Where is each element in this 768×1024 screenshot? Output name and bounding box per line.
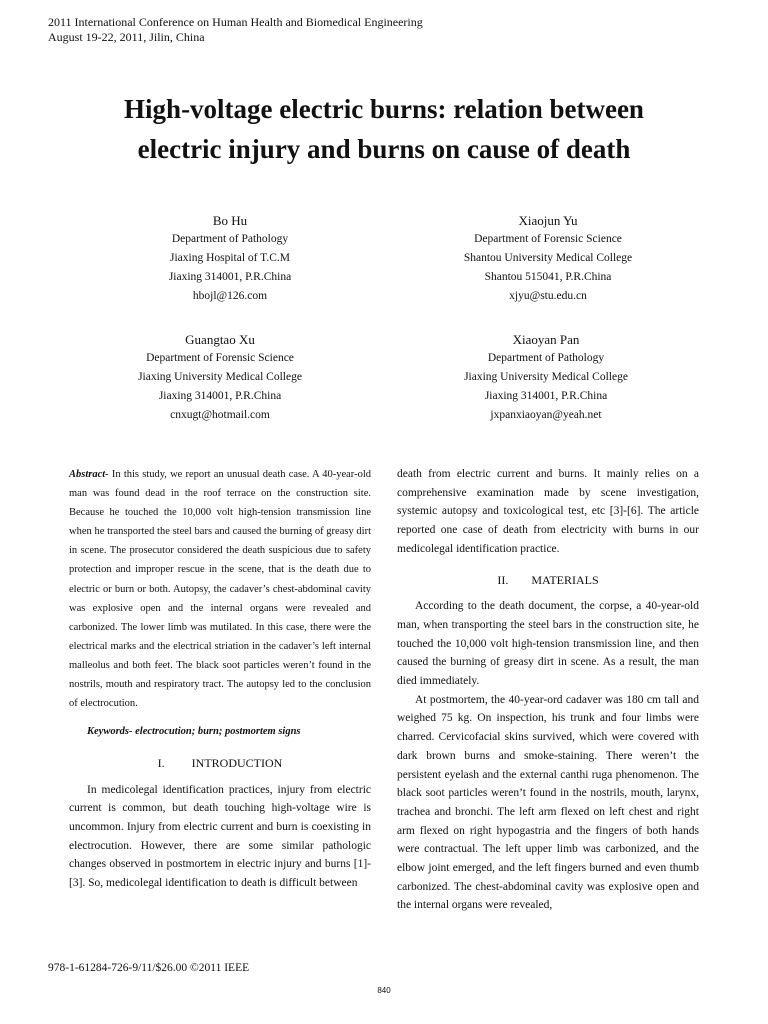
author-address: Jiaxing 314001, P.R.China xyxy=(484,390,608,402)
materials-paragraph-2: At postmortem, the 40-year-ord cadaver was 180 cm tall and weighed 75 kg. On inspection, his trunk and four limbs were charred. Cervicofacial skins survived, which were covered with dark brown burns and smoke-staining. There weren’t the persistent eyelash and the external canthi ruga phenomenon. The black soot particles weren’t found in the nostrils, mouth, larynx, trachea and bronchi. The left arm flexed on left chest and right arm flexed on right hypogastria and the fingers of both hands were contractual. The left upper limb was carbonized, and the elbow joint emerged, and the left fingers burned and even thumb carbonized. The chest-abdominal cavity was explosive open and the internal organs were revealed, xyxy=(397,693,699,912)
author-address: Jiaxing 314001, P.R.China xyxy=(168,271,292,283)
author-block-1 xyxy=(80,211,380,306)
author-department: Department of Forensic Science xyxy=(146,352,294,364)
materials-paragraph-1: According to the death document, the corpse, a 40-year-old man, when transporting the steel bars in the construction site, he touched the 10,000 volt high-tension transmission line, and then caused the burning of greasy dirt in scene. As a result, the man died immediately. xyxy=(397,600,699,688)
section-title: MATERIALS xyxy=(531,572,599,587)
author-institution: Jiaxing University Medical College xyxy=(464,371,628,383)
author-email: cnxugt@hotmail.com xyxy=(170,409,270,421)
introduction-paragraph: In medicolegal identification practices, injury from electric current is common, but death touching high-voltage wire is uncommon. Injury from electric current and burn is coexisting in electrocution. However, there are some similar pathologic changes observed in postmortem in electric injury and burns [1]-[3]. So, medicolegal identification to death is difficult between xyxy=(69,783,371,890)
author-email: hbojl@126.com xyxy=(192,290,268,302)
section-heading-materials xyxy=(397,571,699,590)
author-name: Xiaojun Yu xyxy=(518,213,578,228)
title-line-2: electric injury and burns on cause of death xyxy=(137,134,631,164)
left-column xyxy=(69,465,371,893)
section-number: I. xyxy=(157,755,165,770)
page-number: 840 xyxy=(377,986,391,995)
author-block-3 xyxy=(70,330,370,425)
author-name: Guangtao Xu xyxy=(185,332,255,347)
title-line-1: High-voltage electric burns: relation between xyxy=(124,94,644,124)
conference-header xyxy=(48,15,423,45)
author-name: Xiaoyan Pan xyxy=(512,332,580,347)
author-department: Department of Forensic Science xyxy=(474,233,622,245)
abstract-label: Abstract- xyxy=(69,469,109,480)
author-department: Department of Pathology xyxy=(171,233,289,245)
copyright-line: 978-1-61284-726-9/11/$26.00 ©2011 IEEE xyxy=(48,962,250,974)
author-institution: Shantou University Medical College xyxy=(463,252,633,264)
conference-name: 2011 International Conference on Human Health and Biomedical Engineering xyxy=(48,15,423,29)
keywords: Keywords- electrocution; burn; postmortem signs xyxy=(87,726,301,738)
conference-date: August 19-22, 2011, Jilin, China xyxy=(48,30,205,44)
author-name: Bo Hu xyxy=(212,213,248,228)
right-column xyxy=(397,465,699,915)
author-address: Shantou 515041, P.R.China xyxy=(484,271,612,283)
section-title: INTRODUCTION xyxy=(191,755,283,770)
author-block-4 xyxy=(396,330,696,425)
author-email: xjyu@stu.edu.cn xyxy=(509,290,587,302)
author-address: Jiaxing 314001, P.R.China xyxy=(158,390,282,402)
author-institution: Jiaxing Hospital of T.C.M xyxy=(169,252,290,264)
author-email: jxpanxiaoyan@yeah.net xyxy=(490,409,602,421)
section-number: II. xyxy=(497,572,509,587)
abstract xyxy=(69,465,371,713)
abstract-text: In this study, we report an unusual death case. A 40-year-old man was found dead in the roof terrace on the construction site. Because he touched the 10,000 volt high-tension transmission line when he transported the steel bars and caused the burning of greasy dirt in scene. The prosecutor considered the death suspicious due to safety protection and improper rescue in the scene, that is the death due to electric or burn or both. Autopsy, the cadaver’s chest-abdominal cavity was explosive open and the internal organs were revealed and carbonized. The lower limb was mutilated. In this case, there were the electrical marks and the electrical striation in the cadaver’s left internal malleolus and both feet. The black soot particles weren’t found in the nostrils, mouth and respiratory tract. The autopsy led to the conclusion of electrocution. xyxy=(69,469,371,710)
author-block-2 xyxy=(398,211,698,306)
author-institution: Jiaxing University Medical College xyxy=(138,371,302,383)
paper-title xyxy=(40,89,728,169)
section-heading-introduction xyxy=(69,754,371,773)
author-department: Department of Pathology xyxy=(487,352,605,364)
introduction-continued-paragraph: death from electric current and burns. It mainly relies on a comprehensive examination made by scene investigation, systemic autopsy and toxicological test, etc [3]-[6]. The article reported one case of death from electricity with burns in our medicolegal identification practice. xyxy=(397,468,699,555)
